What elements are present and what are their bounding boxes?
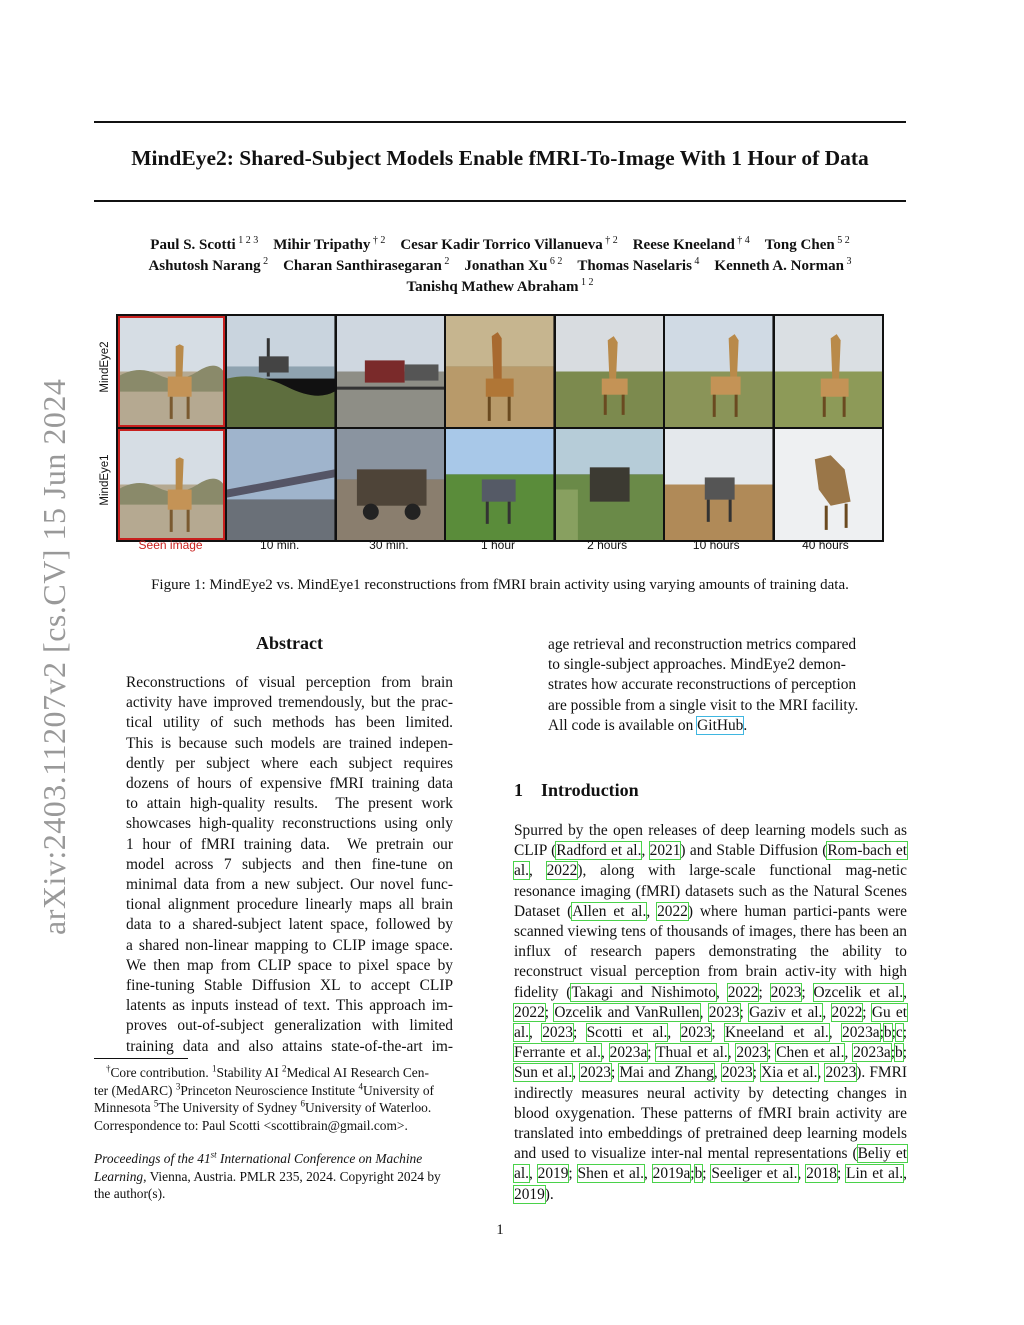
- proc-line2: , Vienna, Austria. PMLR 235, 2024. Copyright 2024 by: [143, 1168, 441, 1184]
- cite-thual-year[interactable]: 2023: [736, 1044, 768, 1062]
- title-bottom-rule: [94, 200, 906, 202]
- author-name: Thomas Naselaris: [577, 258, 692, 274]
- fn-aff5: The University of Sydney: [158, 1100, 301, 1115]
- figure-column-labels: [116, 538, 880, 552]
- author-affiliation: 2: [260, 256, 269, 267]
- title-top-rule: [94, 121, 906, 123]
- abstract-line: age retrieval and reconstruction metrics compared: [548, 636, 857, 653]
- abstract-heading: Abstract: [256, 633, 323, 653]
- me2-40hours-giraffe: [775, 316, 882, 427]
- figure-caption: Figure 1: MindEye2 vs. MindEye1 reconstructions from fMRI brain activity using varying amounts of training data.: [151, 577, 849, 593]
- author-name: Tanishq Mathew Abraham: [406, 279, 579, 295]
- author-line-2: [94, 256, 906, 277]
- cite-shen[interactable]: Shen et al.: [577, 1165, 644, 1183]
- cite-lin[interactable]: Lin et al.: [846, 1165, 904, 1183]
- author-affiliation: † 2: [370, 235, 386, 246]
- seen-image-giraffe-2: [118, 429, 225, 540]
- author-name: Reese Kneeland: [632, 237, 735, 253]
- cite-lin-year[interactable]: 2019: [514, 1185, 545, 1203]
- abstract-line: training data and also attains state-of-the-art im-: [126, 1037, 453, 1055]
- arxiv-stamp[interactable]: arXiv:2403.11207v2 [cs.CV] 15 Jun 2024: [36, 378, 72, 935]
- cite-beliy[interactable]: Beliy et al.: [514, 1145, 907, 1183]
- abstract-line: dently per subject where each subject requires: [126, 754, 453, 772]
- proc-line1: Proceedings of the 41: [94, 1151, 211, 1166]
- abstract-line: This is because such models are trained indepen-: [126, 734, 453, 752]
- me2-30min-train: [337, 316, 444, 427]
- author-affiliation: 3: [844, 256, 852, 267]
- cite-scotti-year[interactable]: 2023: [680, 1024, 712, 1042]
- me1-1hour-antelope: [446, 429, 553, 540]
- cite-gaziv-year[interactable]: 2022: [831, 1003, 863, 1021]
- abstract-line: strates how accurate reconstructions of perception: [548, 676, 857, 694]
- fn-aff2: Medical AI Research Cen-: [286, 1065, 429, 1080]
- fn-aff4: University of: [362, 1082, 434, 1098]
- reconstruction-figure: [116, 314, 884, 542]
- author-affiliation: 4: [691, 256, 700, 267]
- cite-chen[interactable]: Chen et al.: [776, 1044, 845, 1062]
- col-label-10min: 10 min.: [260, 538, 300, 552]
- me1-30min-vehicle: [337, 429, 444, 540]
- col-label-30min: 30 min.: [369, 538, 409, 552]
- author-affiliation: 5 2: [834, 235, 850, 246]
- cite-allen[interactable]: Allen et al.: [572, 902, 647, 920]
- col-label-seen: Seen image: [138, 538, 203, 552]
- paper-title: MindEye2: Shared-Subject Models Enable fMRI-To-Image With 1 Hour of Data: [131, 146, 869, 170]
- author-line-1: [94, 235, 906, 256]
- cite-takagi[interactable]: Takagi and Nishimoto: [571, 983, 716, 1001]
- col-label-2hours: 2 hours: [587, 538, 628, 552]
- author-name: Kenneth A. Norman: [714, 258, 845, 274]
- affiliations-footnote: †Core contribution. $^1$Stability AI $^2$Medical AI Research Cen- ter (MedARC) $^3$Princeton Neuroscience Institute $^4$University of Minnesota $^5$The University of Sydney $^6$University of Waterloo. Correspondence to: Paul Scotti <scottibrain@gmail.com>.: [94, 1064, 486, 1134]
- me1-10min-bridge: [227, 429, 334, 540]
- abstract-continuation: [548, 635, 875, 736]
- cite-kneeland-c[interactable]: c: [895, 1024, 903, 1042]
- col-label-1hour: 1 hour: [480, 538, 515, 552]
- footnote-rule: [94, 1058, 188, 1059]
- cite-ozcelik[interactable]: Ozcelik et al.: [813, 983, 904, 1001]
- cite-mai-zhang[interactable]: Mai and Zhang: [619, 1064, 714, 1082]
- me1-40hours-giraffe: [775, 429, 882, 540]
- me1-10hours-zebra: [665, 429, 772, 540]
- row-label-mindeye2: MindEye2: [99, 341, 111, 393]
- author-name: Paul S. Scotti: [150, 237, 236, 253]
- fn-core: Core contribution.: [110, 1065, 213, 1080]
- abstract-line: activity have improved tremendously, but the prac-: [126, 694, 453, 712]
- cite-kneeland[interactable]: Kneeland et al.: [725, 1024, 829, 1042]
- cite-scotti[interactable]: Scotti et al.: [586, 1024, 668, 1042]
- fn-aff2b: ter (MedARC): [94, 1082, 176, 1098]
- author-name: Tong Chen: [764, 237, 835, 253]
- author-name: Ashutosh Narang: [148, 258, 261, 274]
- abstract-line: 1 hour of fMRI training data. We pretrain our: [126, 835, 453, 853]
- abstract-line: are possible from a single visit to the MRI facility.: [548, 696, 859, 714]
- cite-sun-year[interactable]: 2023: [580, 1064, 611, 1082]
- author-list: [94, 235, 906, 298]
- cite-gaziv[interactable]: Gaziv et al.: [749, 1003, 823, 1021]
- proc-line3: the author(s).: [94, 1186, 166, 1201]
- abstract-line: fine-tuning Stable Diffusion XL to accept CLIP: [126, 977, 453, 995]
- github-link[interactable]: GitHub: [697, 716, 744, 734]
- me1-2hours-truck: [556, 429, 663, 540]
- fn-aff6: University of Waterloo.: [304, 1100, 432, 1115]
- author-name: Mihir Tripathy: [273, 237, 371, 253]
- cite-ozcelik-year[interactable]: 2022: [514, 1003, 545, 1021]
- cite-rombach[interactable]: Rom-bach et al.: [514, 842, 907, 880]
- cite-thual[interactable]: Thual et al.: [656, 1044, 728, 1062]
- author-line-3: [94, 277, 906, 298]
- abstract-line: proves out-of-subject generalization with limited: [126, 1017, 453, 1035]
- section-title: Introduction: [541, 780, 639, 800]
- section-heading-introduction: [514, 780, 639, 801]
- cite-sun[interactable]: Sun et al.: [514, 1064, 573, 1082]
- cite-ozcelik-vanrullen-year[interactable]: 2023: [708, 1003, 740, 1021]
- author-affiliation: † 2: [602, 235, 618, 246]
- abstract-line: to attain high-quality results. The present work: [126, 795, 453, 813]
- me2-10hours-giraffe: [665, 316, 772, 427]
- introduction-body: Spurred by the open releases of deep learning models such as CLIP (Radford et al., 2021) and Stable Diffusion (Rom-bach et al., 2022), along with large-scale functional mag-netic resonance imaging (fMRI) datasets such as the Natural Scenes Dataset (Allen et al., 2022) where human partici-pants were scanned viewing tens of thousands of images, there has been an influx of research papers demonstrating the ability to reconstruct visual perception from brain activ-ity with high fidelity (Takagi and Nishimoto, 2022; 2023; Ozcelik et al., 2022; Ozcelik and VanRullen, 2023; Gaziv et al., 2022; Gu et al., 2023; Scotti et al., 2023; Kneeland et al., 2023a;b;c; Ferrante et al., 2023a; Thual et al., 2023; Chen et al., 2023a;b; Sun et al., 2023; Mai and Zhang, 2023; Xia et al., 2023). FMRI indirectly measures neural activity by detecting changes in blood oxygenation. These patterns of fMRI brain activity are translated into embeddings of pretrained deep learning models and used to visualize inter-nal mental representations (Beliy et al., 2019; Shen et al., 2019a;b; Seeliger et al., 2018; Lin et al., 2019).: [514, 822, 908, 1203]
- col-label-40hours: 40 hours: [802, 538, 849, 552]
- me2-10min-ship: [227, 316, 334, 427]
- cite-xia[interactable]: Xia et al.: [761, 1064, 818, 1082]
- abstract-line: tical utility of such methods has been limited.: [126, 714, 453, 732]
- row-label-mindeye1: MindEye1: [99, 454, 111, 506]
- abstract-line: dozens of hours of expensive fMRI training data: [126, 775, 453, 793]
- period: .: [743, 716, 748, 734]
- cite-chen-b[interactable]: b: [895, 1044, 903, 1062]
- cite-shen-2019a[interactable]: 2019a: [652, 1165, 691, 1183]
- abstract-line: minimal data from a new subject. Our novel func-: [126, 876, 453, 894]
- seen-image-giraffe: [118, 316, 225, 427]
- col-label-10hours: 10 hours: [692, 538, 740, 552]
- fn-aff4b: Minnesota: [94, 1100, 154, 1115]
- cite-gu[interactable]: Gu et al.: [514, 1003, 908, 1042]
- abstract-line: model across 7 subjects and then fine-tune on: [126, 855, 453, 873]
- author-name: Jonathan Xu: [464, 258, 548, 274]
- cite-seeliger[interactable]: Seeliger et al.: [711, 1165, 798, 1183]
- author-name: Charan Santhirasegaran: [283, 258, 442, 274]
- author-name: Cesar Kadir Torrico Villanueva: [400, 237, 603, 253]
- abstract-line: data to a shared-subject latent space, followed by: [126, 916, 453, 934]
- abstract-line: showcases high-quality reconstructions using only: [126, 815, 453, 833]
- abstract-line: All code is available on GitHub.: [548, 716, 748, 734]
- cite-chen-2023a[interactable]: 2023a: [853, 1044, 891, 1062]
- author-affiliation: 6 2: [547, 256, 563, 267]
- proc-sup: st: [210, 1149, 217, 1160]
- abstract-line: tional alignment procedure linearly maps all brain: [126, 896, 453, 914]
- author-affiliation: † 4: [734, 235, 750, 246]
- cite-xia-year[interactable]: 2023: [825, 1064, 857, 1082]
- proceedings-note: [94, 1150, 486, 1203]
- abstract-line: latents as inputs instead of text. This approach im-: [126, 997, 453, 1015]
- proc-learning: Learning: [94, 1168, 144, 1184]
- cite-radford[interactable]: Radford et al.: [556, 842, 642, 860]
- proc-line1b: International Conference on Machine: [216, 1151, 423, 1166]
- cite-ferrante-year[interactable]: 2023a: [609, 1044, 648, 1062]
- fn-aff1: Stability AI: [216, 1065, 282, 1080]
- abstract-line: We then map from CLIP space to pixel space by: [126, 956, 453, 974]
- cite-rombach-year[interactable]: 2022: [546, 862, 578, 880]
- author-affiliation: 1 2: [578, 277, 594, 288]
- section-number: 1: [514, 780, 523, 800]
- cite-gu-year[interactable]: 2023: [542, 1024, 573, 1042]
- fn-aff3: Princeton Neuroscience Institute: [180, 1082, 359, 1098]
- page-number: 1: [496, 1222, 504, 1238]
- cite-shen-b[interactable]: b: [694, 1165, 703, 1183]
- cite-kneeland-b[interactable]: b: [883, 1024, 892, 1042]
- abstract-body: [126, 673, 453, 1057]
- abstract-line: a shared non-linear mapping to CLIP image space.: [126, 936, 453, 954]
- cite-ozcelik-vanrullen[interactable]: Ozcelik and VanRullen: [554, 1003, 700, 1021]
- cite-takagi-2022[interactable]: 2022: [727, 983, 759, 1001]
- abstract-line: to single-subject approaches. MindEye2 demon-: [548, 656, 846, 674]
- cite-allen-year[interactable]: 2022: [657, 902, 688, 920]
- abstract-line: Reconstructions of visual perception from brain: [126, 674, 453, 691]
- cite-ferrante[interactable]: Ferrante et al.: [514, 1044, 601, 1062]
- cite-seeliger-year[interactable]: 2018: [806, 1165, 837, 1183]
- cite-beliy-year[interactable]: 2019: [537, 1165, 569, 1183]
- cite-kneeland-2023a[interactable]: 2023a: [842, 1024, 880, 1042]
- cite-radford-year[interactable]: 2021: [649, 842, 681, 860]
- cite-mai-zhang-year[interactable]: 2023: [721, 1064, 753, 1082]
- me2-2hours-giraffe: [556, 316, 663, 427]
- me2-1hour-giraffe: [446, 316, 553, 427]
- author-affiliation: 2: [441, 256, 450, 267]
- fn-correspondence: Correspondence to: Paul Scotti <scottibrain@gmail.com>.: [94, 1117, 408, 1133]
- author-affiliation: 1 2 3: [235, 235, 259, 246]
- cite-takagi-2023[interactable]: 2023: [770, 983, 802, 1001]
